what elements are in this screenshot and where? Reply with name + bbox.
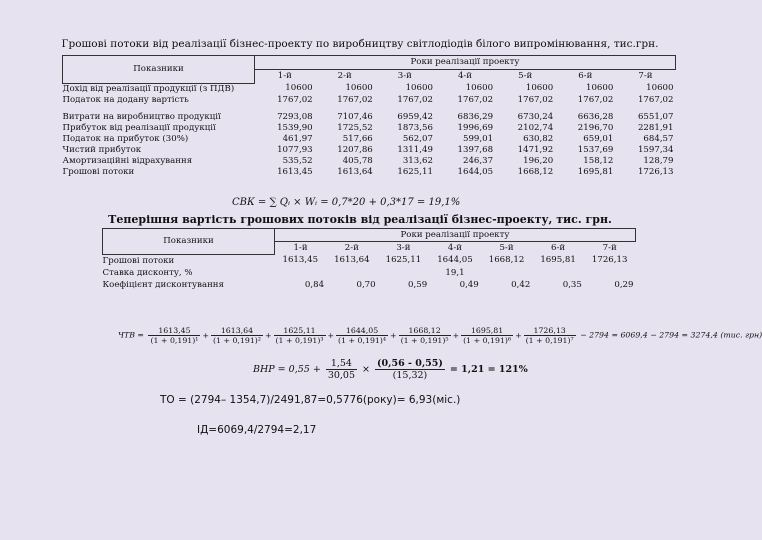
irr-fraction-2 <box>375 358 445 381</box>
discount-rate-row <box>103 267 636 279</box>
cell-value: 1726,13 <box>591 255 628 266</box>
plus-sign: + <box>264 330 272 340</box>
table-row <box>63 95 676 106</box>
year-header: 3-й <box>396 243 411 253</box>
row-label: Чистий прибуток <box>62 144 142 155</box>
cell-value: 1767,02 <box>637 94 674 105</box>
year-header: 1-й <box>293 243 308 253</box>
irr-result: = 1,21 = 121% <box>449 364 528 375</box>
plus-sign: + <box>327 330 335 340</box>
plus-sign: + <box>202 330 209 340</box>
wacc-formula: СВК = ∑ Qᵢ × Wᵢ = 0,7*20 + 0,3*17 = 19,1% <box>232 197 461 208</box>
page-title: Грошові потоки від реалізації бізнес-проекту по виробництву світлодіодів білого випромінювання, тис.грн. <box>61 38 659 50</box>
cell-value: 7107,46 <box>337 111 373 122</box>
cell-value: 158,12 <box>583 155 614 166</box>
cell-value: 246,37 <box>462 155 494 166</box>
row-label: Податок на додану вартість <box>62 94 189 105</box>
cell-value: 1613,45 <box>282 255 319 266</box>
cell-value: 1644,05 <box>457 166 494 177</box>
cell-value: 1397,68 <box>457 144 494 155</box>
cell-value: 0,29 <box>614 279 634 290</box>
npv-term <box>399 326 451 345</box>
cell-value: 0,84 <box>304 279 325 290</box>
cell-value: 1668,12 <box>517 166 554 177</box>
cell-value: 1695,81 <box>577 166 614 177</box>
cell-value: 1077,93 <box>277 144 313 155</box>
cell-value: 2102,74 <box>517 122 554 133</box>
cell-value: 599,01 <box>462 133 494 144</box>
year-header: 1-й <box>277 71 292 81</box>
irr-numerator-2: (0,56 - 0,55) <box>377 358 443 369</box>
cell-value: 461,97 <box>282 133 313 144</box>
row-label: Грошові потоки <box>62 166 135 177</box>
year-header: 7-й <box>638 71 653 81</box>
npv-term-denominator: (1 + 0,191)⁶ <box>463 336 512 345</box>
npv-term-numerator: 1668,12 <box>399 326 451 336</box>
cell-value: 1767,02 <box>517 94 554 105</box>
table-row <box>63 134 676 145</box>
cell-value: 0,49 <box>459 279 479 290</box>
cell-value: 517,66 <box>342 133 373 144</box>
cell-value: 1767,02 <box>277 94 313 105</box>
plus-sign: + <box>390 330 397 340</box>
cell-value: 10600 <box>525 83 554 94</box>
year-header: 5-й <box>499 243 514 253</box>
cell-value: 1767,02 <box>337 94 373 105</box>
table-row <box>63 123 676 134</box>
cell-value: 10600 <box>285 83 313 94</box>
row-label: Коефіцієнт дисконтування <box>102 279 224 290</box>
cell-value: 1644,05 <box>437 255 473 266</box>
cell-value: 1767,02 <box>577 94 614 105</box>
cell-value: 1767,02 <box>397 94 433 105</box>
cell-value: 1725,52 <box>337 122 373 133</box>
cell-value: 1625,11 <box>385 255 422 266</box>
indicator-header: Показники <box>103 229 275 255</box>
cell-value: 1767,02 <box>457 94 494 105</box>
npv-term-numerator: 1644,05 <box>336 326 388 336</box>
table-row <box>63 167 676 178</box>
row-label: Грошові потоки <box>102 255 175 266</box>
cell-value: 1597,34 <box>637 144 674 155</box>
cell-value: 1726,13 <box>637 166 674 177</box>
npv-formula <box>118 326 762 345</box>
cell-value: 1311,49 <box>397 144 433 155</box>
year-header: 4-й <box>447 243 463 253</box>
row-label: Податок на прибуток (30%) <box>62 133 189 144</box>
cell-value: 10600 <box>465 83 494 94</box>
npv-term-denominator: (1 + 0,191)⁵ <box>400 336 449 345</box>
row-label: Прибуток від реалізації продукції <box>62 122 216 133</box>
row-label: Дохід від реалізації продукції (з ПДВ) <box>62 83 235 94</box>
plus-sign: + <box>452 330 460 340</box>
years-header: Роки реалізації проекту <box>255 56 676 70</box>
cell-value: 405,78 <box>342 155 373 166</box>
cell-value: 562,07 <box>402 133 433 144</box>
year-header: 2-й <box>337 71 352 81</box>
irr-fraction <box>326 358 357 381</box>
cell-value: 1625,11 <box>397 166 433 177</box>
cell-value: 10600 <box>586 83 614 94</box>
table-row <box>63 83 676 95</box>
cell-value: 6836,29 <box>457 111 494 122</box>
cell-value: 0,35 <box>562 279 582 290</box>
years-header: Роки реалізації проекту <box>275 229 636 242</box>
cell-value: 6551,07 <box>637 111 674 122</box>
cell-value: 10600 <box>405 83 433 94</box>
year-header: 6-й <box>578 71 593 81</box>
npv-term-denominator: (1 + 0,191)¹ <box>150 336 199 345</box>
npv-term-numerator: 1726,13 <box>524 326 576 336</box>
section-subtitle: Теперішня вартість грошових потоків від реалізації бізнес-проекту, тис. грн. <box>108 213 612 226</box>
cell-value: 6730,24 <box>517 111 554 122</box>
npv-term-denominator: (1 + 0,191)² <box>212 336 261 345</box>
cell-value: 1668,12 <box>488 255 525 266</box>
year-header: 4-й <box>457 71 473 81</box>
row-label: Ставка дисконту, % <box>102 267 193 278</box>
cell-value: 659,01 <box>583 133 614 144</box>
npv-term-numerator: 1613,45 <box>148 326 200 336</box>
npv-term <box>274 326 326 345</box>
npv-label: ЧТВ = <box>118 330 147 340</box>
npv-term-numerator: 1613,64 <box>211 326 263 336</box>
cell-value: 10600 <box>345 83 373 94</box>
npv-term <box>336 326 388 345</box>
irr-denominator: 30,05 <box>327 370 356 381</box>
cell-value: 684,57 <box>643 133 674 144</box>
year-header: 7-й <box>602 243 617 253</box>
cell-value: 196,20 <box>523 155 554 166</box>
table-row <box>63 156 676 167</box>
irr-formula <box>253 358 528 381</box>
cell-value: 1539,90 <box>277 122 313 133</box>
cell-value: 1613,45 <box>277 166 313 177</box>
npv-term-denominator: (1 + 0,191)⁴ <box>338 336 387 345</box>
cell-value: 7293,08 <box>277 111 313 122</box>
cell-value: 0,70 <box>356 279 376 290</box>
irr-numerator: 1,54 <box>326 358 357 370</box>
cell-value: 1695,81 <box>540 255 576 266</box>
year-header: 2-й <box>344 243 359 253</box>
cell-value: 1471,92 <box>517 144 554 155</box>
cell-value: 19,1 <box>445 267 465 278</box>
cell-value: 0,42 <box>511 279 531 290</box>
row-label: Амортизаційні відрахування <box>62 155 193 166</box>
cell-value: 6959,42 <box>397 111 433 122</box>
irr-times: × <box>362 364 371 375</box>
table-row <box>63 106 676 123</box>
indicator-header: Показники <box>63 56 255 84</box>
npv-term <box>461 326 513 345</box>
cell-value: 6636,28 <box>577 111 614 122</box>
discount-factor-row <box>103 279 636 291</box>
cell-value: 2196,70 <box>577 122 614 133</box>
year-header: 3-й <box>397 71 412 81</box>
irr-label: ВНР = 0,55 + <box>253 364 324 375</box>
cash-flows-row <box>103 254 636 267</box>
table-row <box>63 145 676 156</box>
npv-term-denominator: (1 + 0,191)³ <box>275 336 324 345</box>
cell-value: 128,79 <box>643 155 674 166</box>
irr-denominator-2: (15,32) <box>392 370 428 381</box>
npv-term-numerator: 1695,81 <box>461 326 513 336</box>
npv-term <box>524 326 576 345</box>
cell-value: 313,62 <box>402 155 433 166</box>
payback-formula: ТО = (2794– 1354,7)/2491,87=0,5776(року)= 6,93(міс.) <box>160 394 461 406</box>
cell-value: 1207,86 <box>337 144 373 155</box>
npv-term-denominator: (1 + 0,191)⁷ <box>525 336 574 345</box>
cell-value: 1613,64 <box>334 255 370 266</box>
cell-value: 2281,91 <box>637 122 674 133</box>
npv-result: − 2794 = 6069,4 − 2794 = 3274,4 (тис. грн) <box>580 330 762 340</box>
cell-value: 1996,69 <box>457 122 494 133</box>
plus-sign: + <box>515 330 522 340</box>
npv-term <box>211 326 263 345</box>
cell-value: 1537,69 <box>577 144 614 155</box>
cell-value: 1873,56 <box>397 122 433 133</box>
cell-value: 10600 <box>646 83 674 94</box>
cell-value: 630,82 <box>523 133 554 144</box>
cell-value: 1613,64 <box>337 166 373 177</box>
year-header: 5-й <box>518 71 533 81</box>
cell-value: 0,59 <box>408 279 428 290</box>
npv-term <box>148 326 200 345</box>
cell-value: 535,52 <box>282 155 313 166</box>
npv-term-numerator: 1625,11 <box>274 326 326 336</box>
profitability-index: ІД=6069,4/2794=2,17 <box>197 424 317 436</box>
cash-flow-table <box>62 55 676 178</box>
year-header: 6-й <box>551 243 566 253</box>
present-value-table <box>102 228 636 291</box>
row-label: Витрати на виробництво продукції <box>62 111 221 122</box>
